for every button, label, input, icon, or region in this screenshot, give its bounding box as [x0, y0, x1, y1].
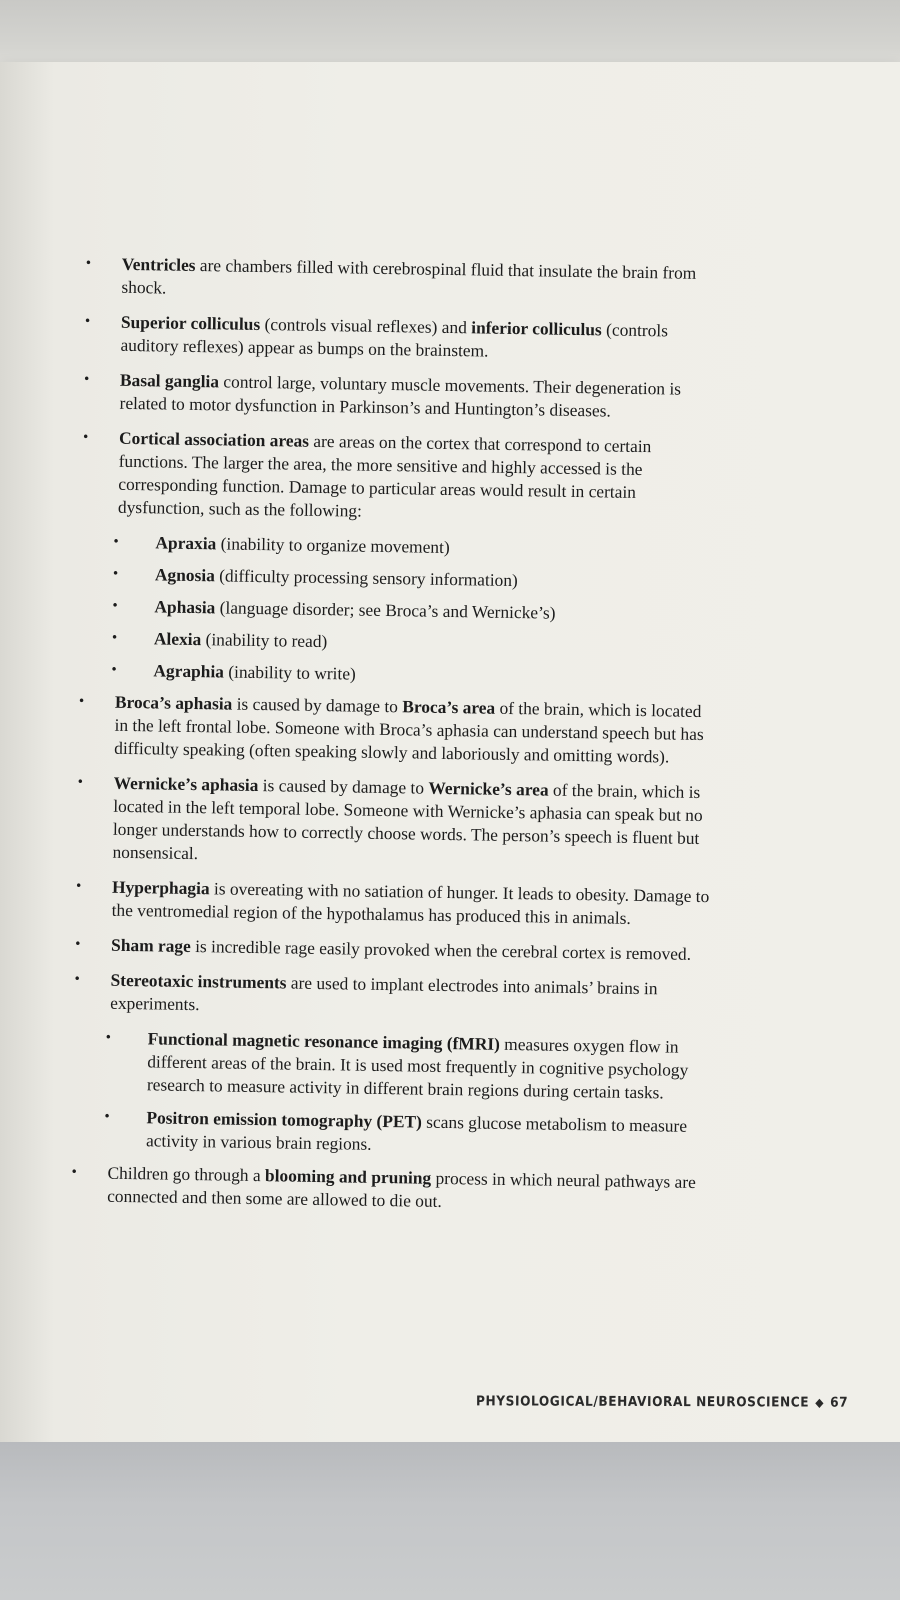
term: blooming and pruning [264, 1165, 432, 1188]
term: Basal ganglia [119, 369, 220, 392]
definition: (language disorder; see Broca’s and Wernicke’s) [215, 597, 556, 623]
sub-list-item [63, 658, 713, 691]
bullet-icon: • [75, 878, 82, 895]
list-item-brocas-aphasia [62, 690, 713, 769]
definition: (controls auditory reflexes) appear as bumps on the brainstem. [120, 319, 669, 361]
term: Ventricles [121, 253, 196, 275]
term: Sham rage [110, 934, 191, 956]
term: Agraphia [153, 660, 225, 682]
term: Aphasia [154, 596, 216, 618]
term: Broca’s area [402, 696, 496, 718]
list-item-basal-ganglia [67, 368, 718, 424]
term: Agnosia [154, 564, 216, 586]
definition: Children go through a [107, 1162, 266, 1186]
book-page [0, 62, 900, 1442]
list-item-blooming-pruning [55, 1161, 706, 1217]
term: inferior colliculus [471, 317, 602, 340]
bullet-icon: • [111, 661, 117, 678]
definition: are areas on the cortex that correspond to certain functions. The larger the area, the more sensitive and highly accessed is the corresponding function. Damage to particular areas would result in certain dysfunction, such as the following: [117, 430, 652, 521]
sub-list-item [65, 562, 715, 595]
term: Wernicke’s area [428, 777, 549, 800]
list-item-cortical-association [66, 426, 717, 528]
term: Positron emission tomography (PET) [146, 1107, 423, 1132]
list-item-stereotaxic [58, 968, 709, 1024]
sub-list-item [64, 594, 714, 627]
definition: process in which neural pathways are connected and then some are allowed to die out. [107, 1167, 696, 1211]
definition: (inability to write) [223, 661, 356, 684]
sub-list-dysfunctions [63, 530, 715, 691]
definition: of the brain, which is located in the left temporal lobe. Someone with Wernicke’s aphasia can speak but no longer understands how to correctly choose words. The person’s speech is fluent but nonsensical. [112, 779, 703, 864]
term: Alexia [153, 628, 202, 650]
page-body [55, 252, 720, 1229]
list-item-sham-rage [59, 933, 709, 966]
definition: are used to implant electrodes into animals’ brains in experiments. [110, 972, 658, 1015]
page-number: 67 [830, 1394, 849, 1411]
term: Wernicke’s aphasia [113, 772, 259, 796]
definition: scans glucose metabolism to measure activity in various brain regions. [145, 1111, 688, 1154]
bullet-icon: • [112, 597, 118, 614]
desk-surface [0, 1442, 900, 1600]
term: Functional magnetic resonance imaging (fMRI) [147, 1028, 501, 1054]
definition: measures oxygen flow in different areas of the brain. It is used most frequently in cognitive psychology research to measure activity in different brain regions during certain tasks. [146, 1033, 689, 1103]
definition: are chambers filled with cerebrospinal fluid that insulate the brain from shock. [121, 254, 697, 298]
bullet-icon: • [83, 371, 90, 388]
definition: of the brain, which is located in the left frontal lobe. Someone with Broca’s aphasia can understand speech but has difficulty speaking (often speaking slowly and laboriously and omitting words). [114, 697, 704, 767]
diamond-icon: ◆ [815, 1395, 825, 1410]
list-item-hyperphagia [59, 875, 710, 931]
definition: control large, voluntary muscle movements. Their degeneration is related to motor dysfunction in Parkinson’s and Huntington’s diseases. [119, 371, 682, 421]
bullet-icon: • [104, 1108, 110, 1125]
bullet-icon: • [105, 1029, 112, 1046]
bullet-icon: • [113, 533, 119, 550]
bullet-icon: • [77, 774, 84, 791]
term: Apraxia [155, 532, 217, 554]
definition: (inability to organize movement) [216, 533, 450, 557]
definition: is incredible rage easily provoked when the cerebral cortex is removed. [190, 935, 692, 964]
bullet-icon: • [82, 429, 89, 446]
bullet-icon: • [74, 971, 80, 988]
bullet-list [66, 252, 720, 528]
bullet-icon: • [112, 565, 119, 582]
term: Hyperphagia [111, 876, 210, 899]
bullet-list [55, 1161, 706, 1217]
definition: (inability to read) [201, 629, 328, 652]
running-footer [476, 1393, 848, 1410]
term: Stereotaxic instruments [110, 969, 287, 993]
bullet-icon: • [71, 1164, 77, 1181]
term: Superior colliculus [120, 311, 261, 334]
definition: is overeating with no satiation of hunger. It leads to obesity. Damage to the ventromedial region of the hypothalamus has produced this in animals. [111, 878, 710, 928]
sub-list-imaging [56, 1026, 708, 1161]
definition: is caused by damage to [258, 775, 429, 798]
sub-list-item [64, 626, 714, 659]
bullet-icon: • [84, 313, 91, 330]
bullet-list [58, 690, 713, 1024]
bullet-icon: • [111, 629, 118, 646]
bullet-icon: • [78, 693, 85, 710]
term: Cortical association areas [118, 427, 310, 451]
bullet-icon: • [75, 936, 81, 953]
list-item-ventricles [69, 252, 720, 308]
section-title: PHYSIOLOGICAL/BEHAVIORAL NEUROSCIENCE [475, 1393, 810, 1411]
list-item-colliculus [68, 310, 719, 366]
definition: (difficulty processing sensory information) [214, 565, 518, 591]
term: Broca’s aphasia [114, 691, 233, 714]
sub-list-item-fmri [57, 1026, 708, 1105]
definition: (controls visual reflexes) and [260, 313, 472, 338]
sub-list-item-pet [56, 1105, 707, 1161]
bullet-icon: • [85, 255, 92, 272]
definition: is caused by damage to [232, 693, 403, 717]
sub-list-item [65, 530, 715, 563]
list-item-wernickes-aphasia [60, 771, 711, 873]
